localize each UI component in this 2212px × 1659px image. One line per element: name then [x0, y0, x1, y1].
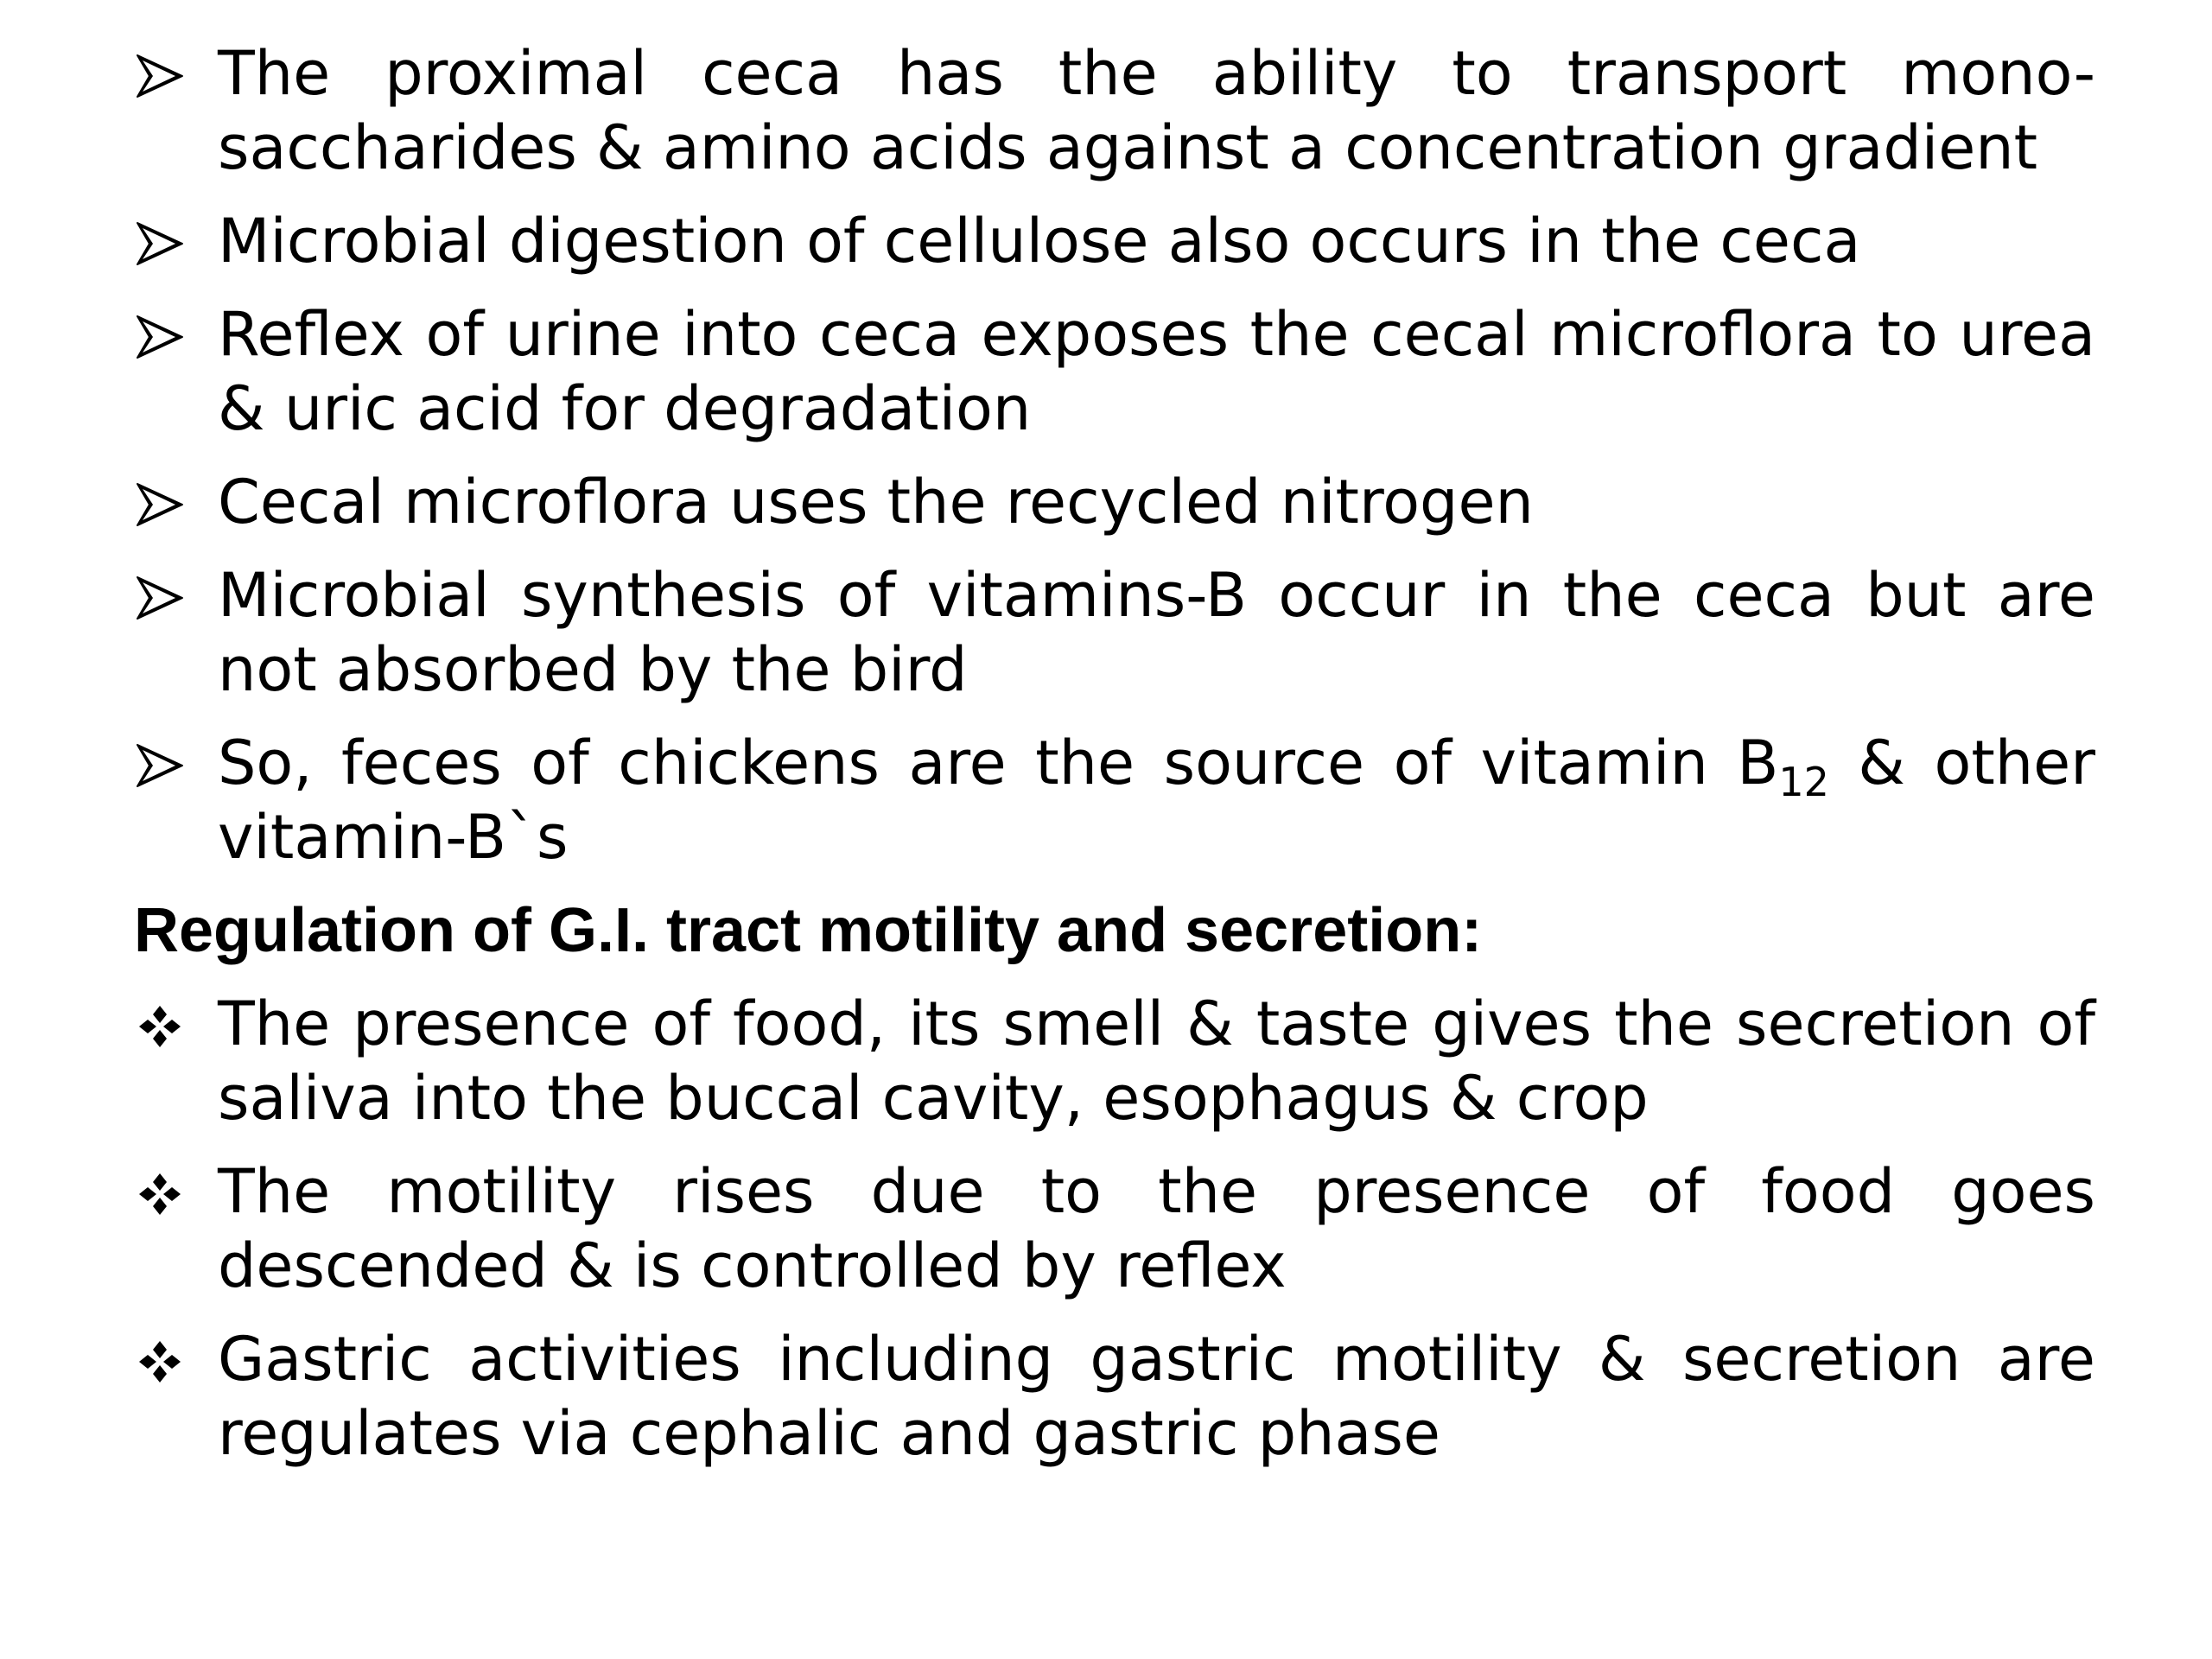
bullet-item [134, 204, 2095, 278]
arrowhead-bullet-icon [134, 313, 186, 361]
slide-content [134, 36, 2095, 1490]
bullet-item [134, 297, 2095, 446]
bullet-text: Gastric activities including gastric motility & secretion are regulates via cephalic and gastric phase [218, 1324, 2095, 1469]
section-heading: Regulation of G.I. tract motility and secretion: [134, 896, 1483, 965]
bullet-text-after: & other vitamin-B`s [218, 728, 2095, 873]
bullet-item [134, 465, 2095, 539]
arrowhead-bullet-icon [134, 741, 186, 790]
four-diamond-bullet-icon [134, 1002, 186, 1051]
bullet-item [134, 558, 2095, 707]
bullet-text: The proximal ceca has the ability to transport mono-saccharides & amino acids against a concentration gradient [218, 38, 2095, 183]
subscript: 12 [1778, 758, 1829, 805]
bullet-text: The motility rises due to the presence of food goes descended & is controlled by reflex [218, 1156, 2095, 1301]
bullet-text-before: So, feces of chickens are the source of vitamin B [218, 728, 1779, 798]
bullet-text: Microbial synthesis of vitamins-B occur in the ceca but are not absorbed by the bird [218, 560, 2095, 705]
arrowhead-bullet-icon [134, 219, 186, 268]
four-diamond-bullet-icon [134, 1170, 186, 1218]
four-diamond-bullet-icon [134, 1338, 186, 1386]
bullet-text: Microbial digestion of cellulose also occurs in the ceca [218, 206, 1861, 276]
bullet-text: Cecal microflora uses the recycled nitrogen [218, 467, 1534, 537]
bullet-text: The presence of food, its smell & taste gives the secretion of saliva into the buccal cavity, esophagus & crop [218, 988, 2095, 1134]
bullet-item [134, 1322, 2095, 1471]
bullet-item [134, 726, 2095, 874]
arrowhead-bullet-icon [134, 480, 186, 529]
bullet-text: Reflex of urine into ceca exposes the cecal microflora to urea & uric acid for degradation [218, 299, 2095, 444]
bullet-item [134, 36, 2095, 185]
bullet-item [134, 987, 2095, 1135]
bullet-text [218, 726, 2095, 874]
bullet-item [134, 1154, 2095, 1303]
arrowhead-bullet-icon [134, 574, 186, 622]
arrowhead-bullet-icon [134, 52, 186, 100]
